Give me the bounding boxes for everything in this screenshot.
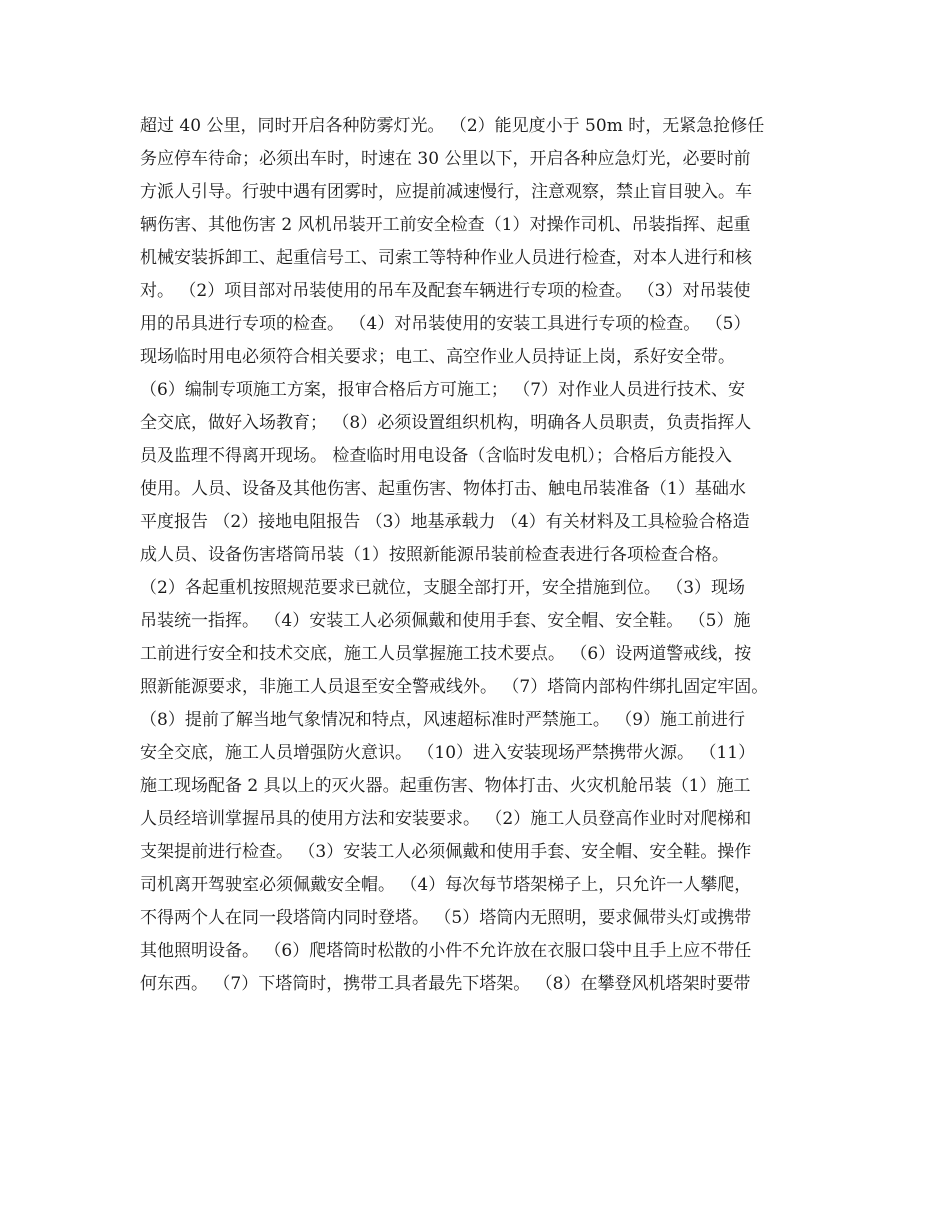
text-line: 平度报告 （2）接地电阻报告 （3）地基承载力 （4）有关材料及工具检验合格造 (140, 512, 750, 532)
text-line: （8）提前了解当地气象情况和特点，风速超标准时严禁施工。 （9）施工前进行 (140, 710, 746, 730)
text-line: 照新能源要求，非施工人员退至安全警戒线外。 （7）塔筒内部构件绑扎固定牢固。 (140, 677, 769, 697)
text-line: 施工现场配备 2 具以上的灭火器。起重伤害、物体打击、火灾机舱吊装（1）施工 (140, 776, 751, 796)
text-line: （6）编制专项施工方案，报审合格后方可施工； （7）对作业人员进行技术、安 (140, 380, 746, 400)
text-line: 支架提前进行检查。 （3）安装工人必须佩戴和使用手套、安全帽、安全鞋。操作 (140, 842, 752, 862)
text-line: 其他照明设备。 （6）爬塔筒时松散的小件不允许放在衣服口袋中且手上应不带任 (140, 941, 752, 961)
text-line: 用的吊具进行专项的检查。 （4）对吊装使用的安装工具进行专项的检查。 （5） (140, 314, 751, 334)
text-line: 使用。人员、设备及其他伤害、起重伤害、物体打击、触电吊装准备（1）基础水 (140, 479, 746, 499)
text-line: 员及监理不得离开现场。 检查临时用电设备（含临时发电机）；合格后方能投入 (140, 446, 732, 466)
text-line: 安全交底，施工人员增强防火意识。 （10）进入安装现场严禁携带火源。 （11） (140, 743, 756, 763)
text-line: 现场临时用电必须符合相关要求；电工、高空作业人员持证上岗，系好安全带。 (140, 347, 735, 367)
text-line: 吊装统一指挥。 （4）安装工人必须佩戴和使用手套、安全帽、安全鞋。 （5）施 (140, 611, 751, 631)
text-line: 辆伤害、其他伤害 2 风机吊装开工前安全检查（1）对操作司机、吊装指挥、起重 (140, 215, 751, 235)
text-line: 司机离开驾驶室必须佩戴安全帽。 （4）每次每节塔架梯子上，只允许一人攀爬， (140, 875, 752, 895)
text-line: 工前进行安全和技术交底，施工人员掌握施工技术要点。 （6）设两道警戒线，按 (140, 644, 752, 664)
body-text (140, 110, 820, 1001)
text-line: 成人员、设备伤害塔筒吊装（1）按照新能源吊装前检查表进行各项检查合格。 (140, 545, 729, 565)
text-line: 方派人引导。行驶中遇有团雾时，应提前减速慢行，注意观察，禁止盲目驶入。车 (140, 182, 752, 202)
text-line: 超过 40 公里，同时开启各种防雾灯光。 （2）能见度小于 50m 时，无紧急抢修任 (140, 116, 765, 136)
text-line: 对。 （2）项目部对吊装使用的吊车及配套车辆进行专项的检查。 （3）对吊装使 (140, 281, 751, 301)
text-line: 务应停车待命；必须出车时，时速在 30 公里以下，开启各种应急灯光，必要时前 (140, 149, 751, 169)
text-line: 何东西。 （7）下塔筒时，携带工具者最先下塔架。 （8）在攀登风机塔架时要带 (140, 974, 751, 994)
text-line: 不得两个人在同一段塔筒内同时登塔。 （5）塔筒内无照明，要求佩带头灯或携带 (140, 908, 752, 928)
text-line: 机械安装拆卸工、起重信号工、司索工等特种作业人员进行检查，对本人进行和核 (140, 248, 752, 268)
text-line: 全交底，做好入场教育； （8）必须设置组织机构，明确各人员职责，负责指挥人 (140, 413, 752, 433)
text-line: 人员经培训掌握吊具的使用方法和安装要求。 （2）施工人员登高作业时对爬梯和 (140, 809, 752, 829)
text-line: （2）各起重机按照规范要求已就位，支腿全部打开，安全措施到位。 （3）现场 (140, 578, 746, 598)
